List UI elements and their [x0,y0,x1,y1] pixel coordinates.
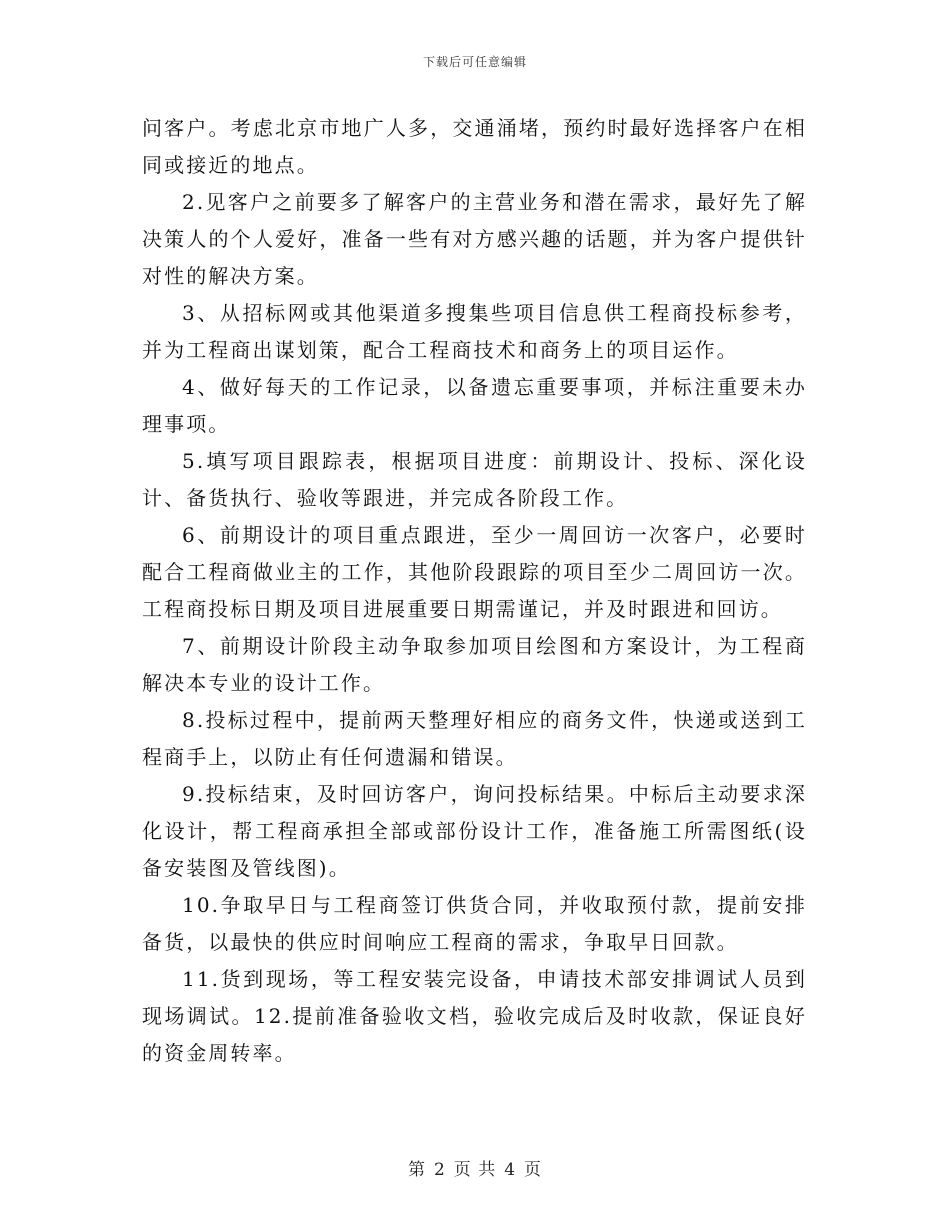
page-number-footer [0,1155,950,1180]
paragraph-continuation: 问客户。考虑北京市地广人多，交通涌堵，预约时最好选择客户在相同或接近的地点。 [142,116,807,177]
footer-prefix: 第 [407,1160,426,1180]
page-header-note: 下载后可任意编辑 [422,55,527,69]
paragraph-item-4: 4、做好每天的工作记录，以备遗忘重要事项，并标注重要未办理事项。 [142,375,807,436]
footer-middle: 页 共 [453,1160,497,1180]
paragraph-item-7: 7、前期设计阶段主动争取参加项目绘图和方案设计，为工程商解决本专业的设计工作。 [142,634,807,695]
paragraph-item-10: 10.争取早日与工程商签订供货合同，并收取预付款，提前安排备货，以最快的供应时间响应工程商的需求，争取早日回款。 [142,893,807,954]
paragraph-item-3: 3、从招标网或其他渠道多搜集些项目信息供工程商投标参考，并为工程商出谋划策，配合工程商技术和商务上的项目运作。 [142,301,807,362]
paragraph-item-5: 5.填写项目跟踪表，根据项目进度：前期设计、投标、深化设计、备货执行、验收等跟进，并完成各阶段工作。 [142,449,807,510]
footer-suffix: 页 [524,1160,543,1180]
footer-current-page: 2 [433,1160,446,1180]
paragraph-item-9: 9.投标结束，及时回访客户，询问投标结果。中标后主动要求深化设计，帮工程商承担全部或部份设计工作，准备施工所需图纸(设备安装图及管线图)。 [142,782,807,880]
paragraph-item-6: 6、前期设计的项目重点跟进，至少一周回访一次客户，必要时配合工程商做业主的工作，其他阶段跟踪的项目至少二周回访一次。工程商投标日期及项目进展重要日期需谨记，并及时跟进和回访。 [142,523,807,621]
paragraph-item-2: 2.见客户之前要多了解客户的主营业务和潜在需求，最好先了解决策人的个人爱好，准备一些有对方感兴趣的话题，并为客户提供针对性的解决方案。 [142,190,807,288]
paragraph-item-11: 11.货到现场，等工程安装完设备，申请技术部安排调试人员到现场调试。12.提前准备验收文档，验收完成后及时收款，保证良好的资金周转率。 [142,967,807,1065]
paragraph-item-8: 8.投标过程中，提前两天整理好相应的商务文件，快递或送到工程商手上，以防止有任何遗漏和错误。 [142,708,807,769]
footer-total-pages: 4 [504,1160,517,1180]
document-body [142,110,807,1072]
